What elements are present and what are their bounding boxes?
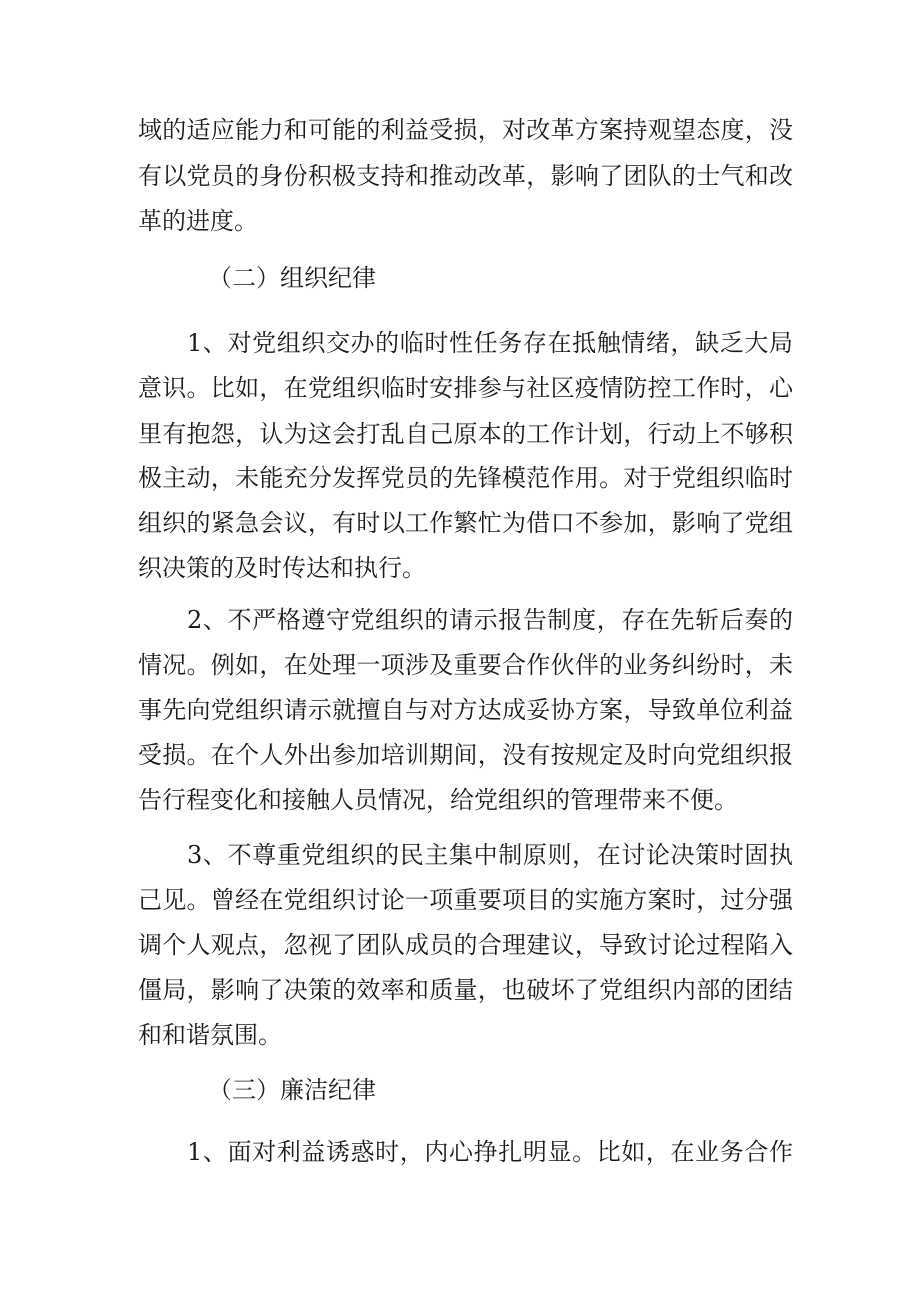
paragraph-line: 告行程变化和接触人员情况，给党组织的管理带来不便。 <box>138 786 738 814</box>
paragraph-line: 1、面对利益诱惑时，内心挣扎明显。比如，在业务合作 <box>187 1138 793 1166</box>
paragraph-line: 组织的紧急会议，有时以工作繁忙为借口不参加，影响了党组 <box>138 509 793 537</box>
paragraph-line: 3、不尊重党组织的民主集中制原则，在讨论决策时固执 <box>187 841 793 869</box>
paragraph-line: 1、对党组织交办的临时性任务存在抵触情绪，缺乏大局 <box>187 329 793 357</box>
paragraph-line: 有以党员的身份积极支持和推动改革，影响了团队的士气和改 <box>138 162 793 190</box>
paragraph-line: 调个人观点，忽视了团队成员的合理建议，导致讨论过程陷入 <box>138 931 793 959</box>
section-heading-integrity-discipline: （三）廉洁纪律 <box>208 1076 376 1104</box>
paragraph-line: 和和谐氛围。 <box>138 1021 282 1049</box>
paragraph-line: 己见。曾经在党组织讨论一项重要项目的实施方案时，过分强 <box>138 886 793 914</box>
paragraph-line: 受损。在个人外出参加培训期间，没有按规定及时向党组织报 <box>138 741 793 769</box>
paragraph-line: 域的适应能力和可能的利益受损，对改革方案持观望态度，没 <box>138 116 793 144</box>
paragraph-line: 极主动，未能充分发挥党员的先锋模范作用。对于党组织临时 <box>138 464 793 492</box>
paragraph-line: 2、不严格遵守党组织的请示报告制度，存在先斩后奏的 <box>187 606 793 634</box>
section-heading-organizational-discipline: （二）组织纪律 <box>208 264 376 292</box>
paragraph-line: 事先向党组织请示就擅自与对方达成妥协方案，导致单位利益 <box>138 696 793 724</box>
paragraph-line: 僵局，影响了决策的效率和质量，也破坏了党组织内部的团结 <box>138 976 793 1004</box>
paragraph-line: 意识。比如，在党组织临时安排参与社区疫情防控工作时，心 <box>138 374 793 402</box>
paragraph-line: 革的进度。 <box>138 207 258 235</box>
paragraph-line: 情况。例如，在处理一项涉及重要合作伙伴的业务纠纷时，未 <box>138 651 793 679</box>
paragraph-line: 织决策的及时传达和执行。 <box>138 554 426 582</box>
paragraph-line: 里有抱怨，认为这会打乱自己原本的工作计划，行动上不够积 <box>138 420 793 448</box>
